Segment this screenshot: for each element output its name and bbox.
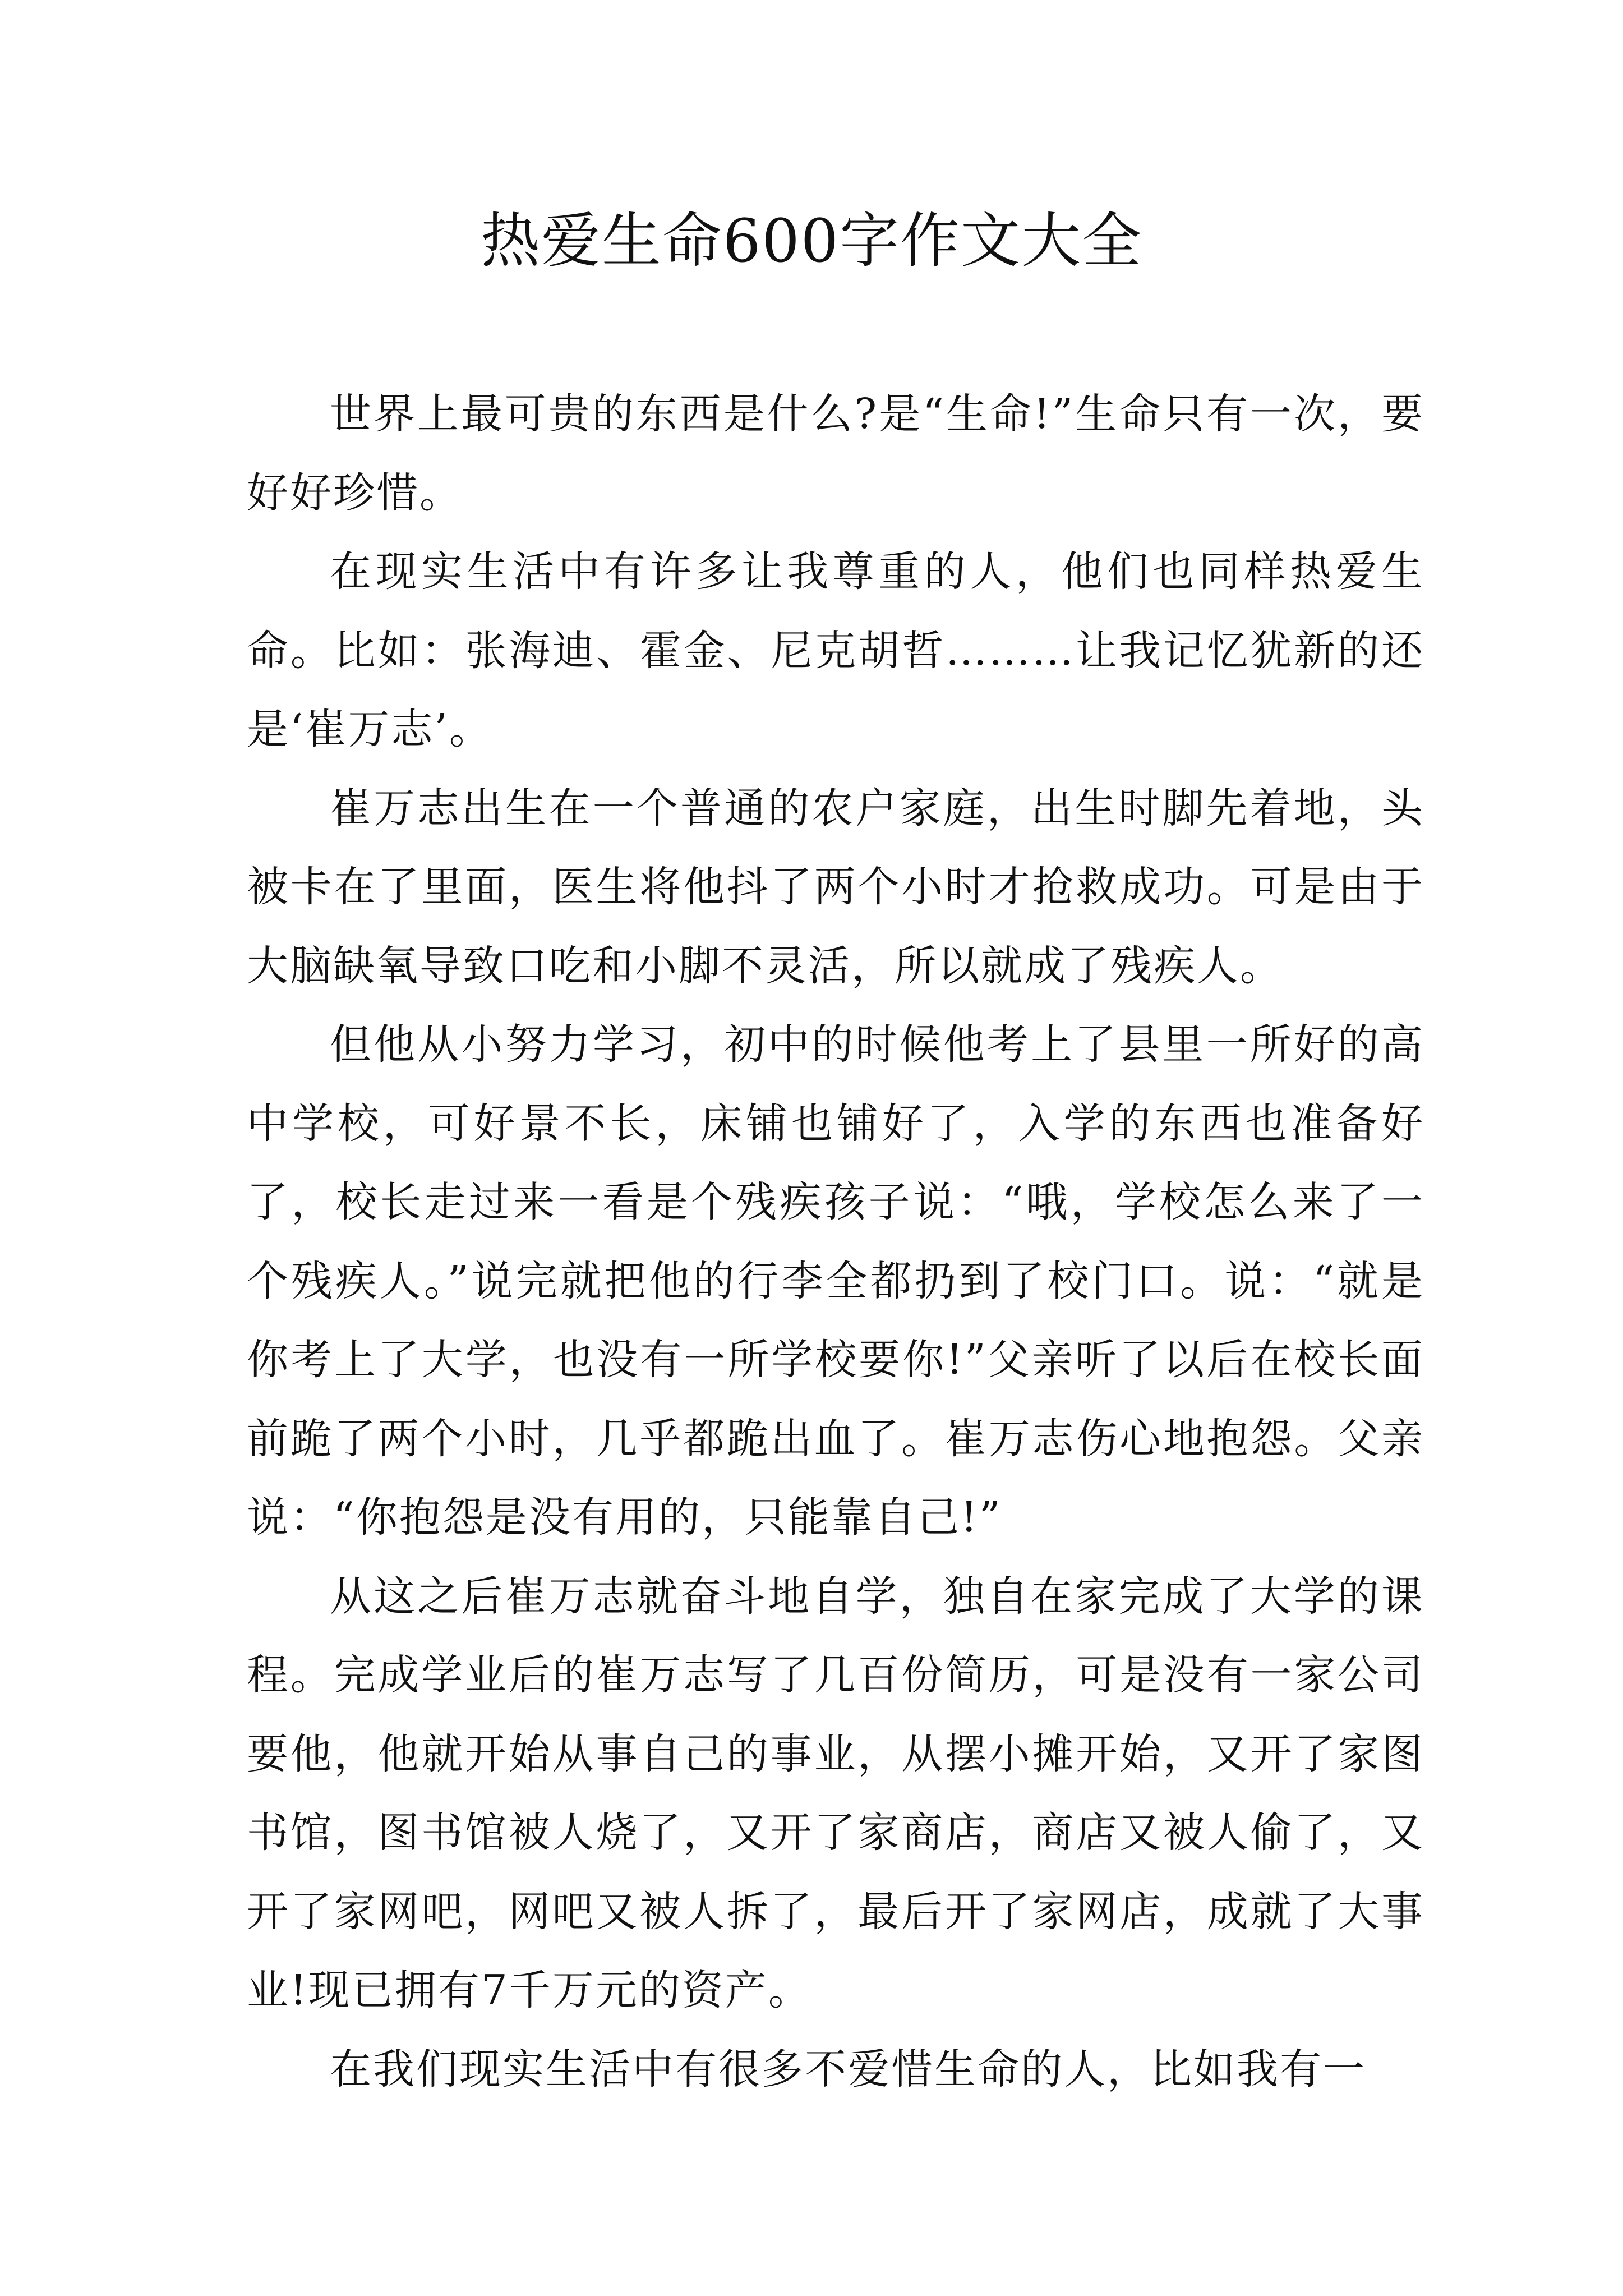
paragraph: 在现实生活中有许多让我尊重的人，他们也同样热爱生命。比如：张海迪、霍金、尼克胡哲………让我记忆犹新的还是‘崔万志’。 [247, 547, 1424, 753]
paragraph: 但他从小努力学习，初中的时候他考上了县里一所好的高中学校，可好景不长，床铺也铺好了，入学的东西也准备好了，校长走过来一看是个残疾孩子说：“哦，学校怎么来了一个残疾人。”说完就把他的行李全都扔到了校门口。说：“就是你考上了大学，也没有一所学校要你!”父亲听了以后在校长面前跪了两个小时，几乎都跪出血了。崔万志伤心地抱怨。父亲说：“你抱怨是没有用的，只能靠自己!” [247, 1020, 1424, 1542]
paragraph: 世界上最可贵的东西是什么?是“生命!”生命只有一次，要好好珍惜。 [247, 390, 1424, 517]
document-title: 热爱生命600字作文大全 [480, 206, 1143, 275]
paragraph: 从这之后崔万志就奋斗地自学，独自在家完成了大学的课程。完成学业后的崔万志写了几百份简历，可是没有一家公司要他，他就开始从事自己的事业，从摆小摊开始，又开了家图书馆，图书馆被人烧了，又开了家商店，商店又被人偷了，又开了家网吧，网吧又被人拆了，最后开了家网店，成就了大事业!现已拥有7千万元的资产。 [247, 1572, 1424, 2014]
paragraph: 崔万志出生在一个普通的农户家庭，出生时脚先着地，头被卡在了里面，医生将他抖了两个小时才抢救成功。可是由于大脑缺氧导致口吃和小脚不灵活，所以就成了残疾人。 [247, 784, 1424, 990]
paragraph: 在我们现实生活中有很多不爱惜生命的人，比如我有一 [330, 2045, 1366, 2093]
document-body [247, 375, 1424, 2109]
